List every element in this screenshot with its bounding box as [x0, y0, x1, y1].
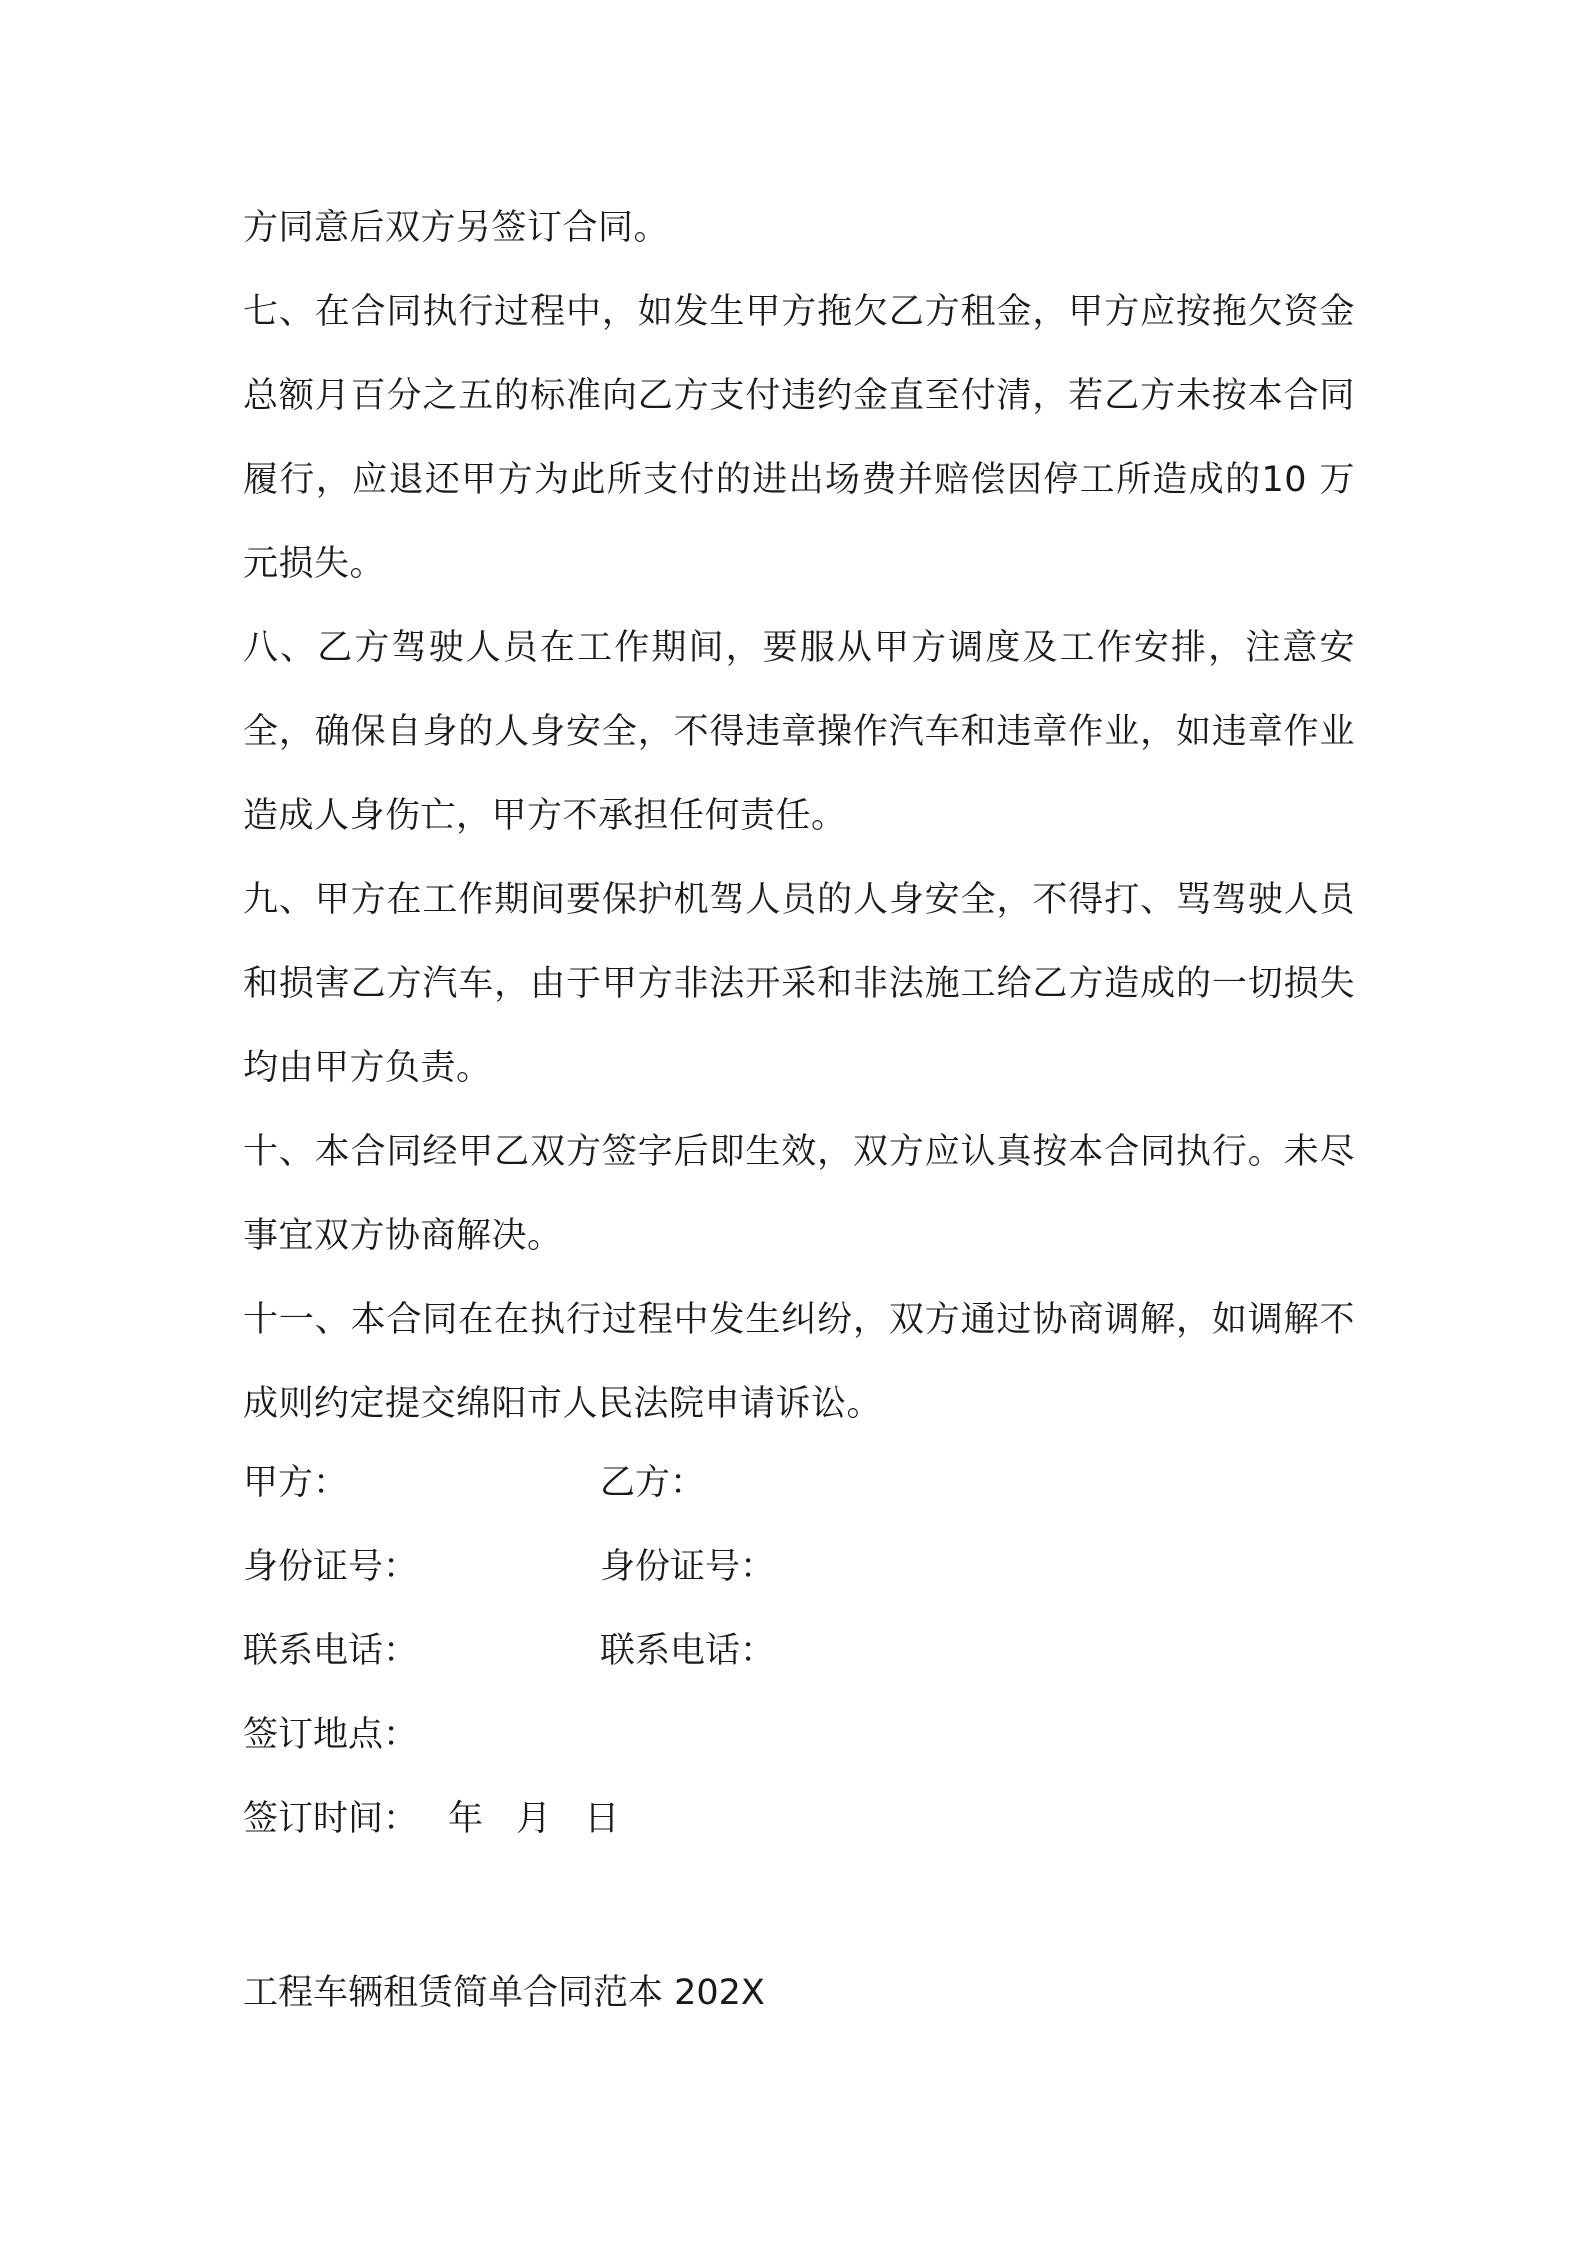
next-document-title: 工程车辆租赁简单合同范本 202X [243, 1973, 765, 2013]
year-label: 年 [448, 1799, 484, 1839]
contract-body [243, 186, 1355, 1446]
clause-8: 八、乙方驾驶人员在工作期间，要服从甲方调度及工作安排，注意安全，确保自身的人身安全，不得违章操作汽车和违章作业，如违章作业造成人身伤亡，甲方不承担任何责任。 [243, 628, 1355, 836]
clause-11: 十一、本合同在在执行过程中发生纠纷，双方通过协商调解，如调解不成则约定提交绵阳市人民法院申请诉讼。 [243, 1300, 1355, 1424]
clause-10: 十、本合同经甲乙双方签字后即生效，双方应认真按本合同执行。未尽事宜双方协商解决。 [243, 1132, 1355, 1256]
party-b-label: 乙方： [600, 1463, 706, 1503]
clause-9: 九、甲方在工作期间要保护机驾人员的人身安全，不得打、骂驾驶人员和损害乙方汽车，由于甲方非法开采和非法施工给乙方造成的一切损失均由甲方负责。 [243, 880, 1355, 1088]
party-b-phone-label: 联系电话： [600, 1631, 776, 1671]
party-a-phone-label: 联系电话： [243, 1631, 419, 1671]
party-b-id-label: 身份证号： [600, 1547, 776, 1587]
party-a-id-label: 身份证号： [243, 1547, 419, 1587]
signing-date [448, 1794, 641, 1844]
day-label: 日 [584, 1799, 620, 1839]
clause-6-continuation: 方同意后双方另签订合同。 [243, 208, 670, 248]
party-a-label: 甲方： [243, 1463, 349, 1503]
signing-time-label: 签订时间： [243, 1799, 419, 1839]
month-label: 月 [516, 1799, 552, 1839]
clause-7: 七、在合同执行过程中，如发生甲方拖欠乙方租金，甲方应按拖欠资金总额月百分之五的标准向乙方支付违约金直至付清，若乙方未按本合同履行，应退还甲方为此所支付的进出场费并赔偿因停工所造成的10 万元损失。 [243, 292, 1355, 584]
signing-place-label: 签订地点： [243, 1715, 419, 1755]
